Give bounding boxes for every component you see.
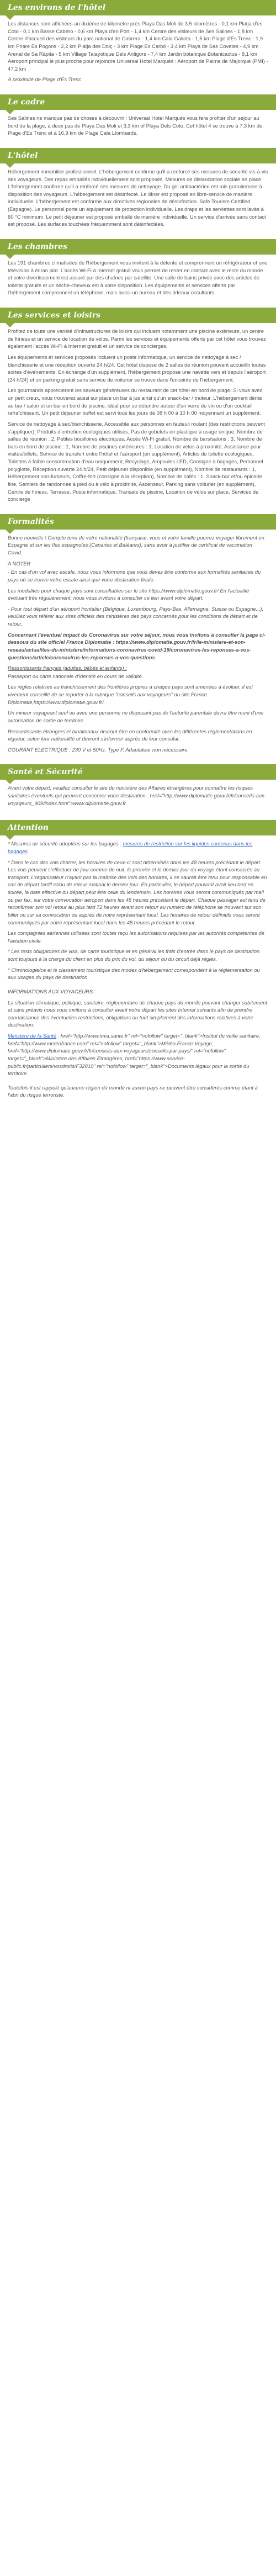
section-title: Les chambres (8, 242, 68, 251)
formalites-note-title: A NOTER (8, 560, 31, 567)
environs-distances: Les distances sont affichées au dixième de kilomètre près Playa Das Moli de 3.5 kilomètres - 0,1 km Platja d'es Coto - 0,1 km Basse Cabéro - 0,6 km Playa d'en Port - 1,4 km Centre des visiteurs de Ses Salines - 1,8 km Centre d'accueil des visiteurs du parc national de Cabrera - 1,4 km Cala Galiota - 1,5 km Plage d'Es Trenc - 1,9 km Phare Es Pogons - 2,2 km Platja des Dolç - 3 km Plage Es Carbó - 3,4 km Playa de Sas Covetes - 4,9 km Arenal de Sa Ràpita - 5 km Village Talayotique Dels Antigors - 7,4 km Jardin botanique Botanicactus - 8,1 km Aéroport principal le plus proche pour rejoindre Universal Hotel Marqués : Aéroport de Palma de Majorque (PMI) - 47,2 km (8, 20, 268, 72)
section-title: Attention (8, 823, 49, 833)
loisirs-liste: Service de nettoyage à sec/blanchisserie, Accessible aux personnes en fauteuil roulant (des restrictions peuvent s'appliquer), Produits d'entretien écologiques utilisés, Pas de gobelets en plastique à usage unique, Nombre de salles de réunion : 2, Petites bouilloires électriques, Accès Wi-Fi gratuit, Nombre de bars/salons : 3, Nombre de bars en bord de piscine : 1, Nombre de piscines extérieures : 1, Location de vélos à proximité, Assistance pour visites/billets, Service de transfert entre l'hôtel et l'aéroport (en supplément), Articles de toilette écologiques, Toilettes à faible consommation d'eau uniquement, Recyclage, Ampoules LED, Consigne à bagages, Personnel polyglotte, Réception ouverte 24 h/24, Petit déjeuner disponible (en supplément), Nombre de restaurants : 1, Hébergement non-fumeurs, Coffre-fort (consigne à la réception), Nombre de cafés : 1, Snack-bar et/ou épicerie fine, Sentiers de randonnée à pied ou à vélo à proximité, Ascenseur, Parking sans voiturier (en supplément), Centre de fitness, Terrasse, Poste informatique, Transats de piscine, Location de vélos sur place, Services de concierge (8, 420, 265, 502)
section-header-sante (0, 764, 276, 780)
section-body-chambres (0, 255, 276, 302)
header-pointer-icon (6, 530, 14, 534)
section-title: L'hôtel (8, 151, 38, 160)
environs-nearby: À proximité de Plage d'Es Trenc (8, 76, 81, 83)
section-header-environs (0, 0, 276, 15)
section-body-cadre (0, 110, 276, 142)
attention-bagages (8, 840, 268, 855)
header-pointer-icon (6, 110, 14, 114)
section-header-attention (0, 820, 276, 835)
section-header-cadre (0, 94, 276, 110)
formalites-escale: - En cas d'un vol avec escale, nous vous informons que vous devez être conforme aux formalités sanitaires du pays où se trouve votre escale ainsi que votre destination finale. (8, 569, 261, 583)
formalites-courant: COURANT ELECTRIQUE : 230 V et 50Hz. Type F. Adaptateur non nécessaire. (8, 746, 189, 753)
formalites-intro: Bonne nouvelle ! Compte tenu de votre nationalité (française, vous et votre famille pourrez voyager librement en Espagne et sur les îles espagnoles (Canaries et Baléares), sans avoir à justifier de certificat de vaccination Covid. (8, 534, 264, 556)
section-header-loisirs (0, 308, 276, 323)
section-body-sante (0, 780, 276, 812)
attention-liens (8, 1032, 268, 1077)
section-body-hotel (0, 163, 276, 234)
formalites-mineur: Un mineur voyageant seul ou avec une personne ne disposant pas de l'autorité parentale devra être muni d'une autorisation de sortie de territoire. (8, 710, 264, 723)
attention-compagnies: Les compagnies aériennes utilisées sont toutes reçu les autorisations requises par les autorités compétentes de l'aviation civile. (8, 930, 264, 944)
sante-text: Avant votre départ, veuillez consulter le site du ministère des Affaires étrangères pour connaître les risques sanitaires éventuels qui peuvent concerner votre destination : href="http://www.diplomatie.gouv.fr/fr/conseils-aux-voyageurs_909/index.html">www.diplomatie.gouv.fr (8, 785, 266, 806)
section-header-formalites (0, 514, 276, 530)
formalites-frontalier: - Pour tout départ d'un aéroport frontalier (Belgique, Luxembourg, Pays-Bas, Allemagne, Suisse ou Espagne...), veuillez vous référer aux sites officiels des ministères des pays concernés pour les conditions de départ et de retour. (8, 605, 264, 627)
section-title: Les services et loisirs (8, 310, 100, 320)
section-body-environs (0, 15, 276, 89)
section-header-hotel (0, 148, 276, 163)
section-body-formalites (0, 530, 276, 759)
loisirs-intro: Profitez de toute une variété d'infrastructures de loisirs qui incluent notamment une piscine extérieure, un centre de fitness et un service de location de vélos. Parmi les services et équipements offerts par cet hôtel vous trouvez également l'accès Wi-Fi à Internet gratuit et un service de concierges. (8, 328, 266, 350)
hotel-text: Hébergement immobilier professionnel. L'hébergement confirme qu'il a renforcé ses mesures de sécurité vis-à-vis des voyageurs. Des repas emballés individuellement sont proposés. Mesures de distanciation sociale en place. L'hébergement confirme qu'il a renforcé ses mesures de nettoyage. Du gel antibactérien est mis gratuitement à disposition des voyageurs. L'hébergement est désinfecté. Le dîner est proposé en libre-service de manière individuelle. L'hébergement est conforme aux directives régionales de désinfection. Safe Tourism Certified (Espagne). Le personnel porte un équipement de protection individuelle. Les draps et les serviettes sont lavés à 60 °C minimum. Le petit déjeuner est proposé emballé de manière individuelle. Un service d'arrivée sans contact est proposé. Les surfaces touchées fréquemment sont désinfectées. (8, 168, 268, 228)
section-title: Formalités (8, 517, 54, 526)
formalites-francais-docs: Passeport ou carte nationale d'identité en cours de validité. (8, 673, 144, 679)
ministere-sante-link[interactable]: Ministère de la Santé (8, 1033, 57, 1039)
header-pointer-icon (6, 163, 14, 168)
formalites-coronavirus[interactable]: Concernant l'éventuel impact du Coronavirus sur votre séjour, nous vous invitons à consulter la page ci-dessous du site officiel France Diplomatie : https://www.diplomatie.gouv.fr/fr/le-ministere-et-son-reseau/actualites-du-ministere/informations-coronavirus-covid-19/coronavirus-les-reponses-a-vos-questions/article/coronavirus-les-reponses-a-vos-questions (8, 631, 266, 660)
header-pointer-icon (6, 780, 14, 784)
loisirs-restauration: Les gourmands apprécieront les saveurs généreuses du restaurant de cet hôtel en bord de plage. Si vous avez un petit creux, vous trouverez aussi sur place un bar à jus ainsi qu'un snack-bar / traiteur. L'hébergement dérite au bar / salon et un bar en bord de piscine, idéal pour se détendre autour d'un verre de vin ou d'un cocktail rafraîchissant. Un petit déjeuner buffet est servi tous les jours de 08 h 00 à 10 h 00 moyennant un supplément. (8, 387, 263, 416)
section-title: Les environs de l'hôtel (8, 3, 106, 12)
attention-classement: * Chronologie/ce et le classement touristique des modes d'hébergement correspondent à la réglementation ou aux usages du pays de destination. (8, 966, 260, 981)
attention-terrorisme: Toutefois il est rappelé qu'aucune région du monde ni aucun pays ne peuvent être considérés comme étant à l'abri du risque terroriste. (8, 1084, 258, 1098)
formalites-etrangers: Ressortissants étrangers et binationaux devront être en conformité avec les différentes réglementations en vigueur, selon leur nationalité et devront s'informer auprès de leur consulat. (8, 728, 252, 742)
attention-bagages-label: * Mesures de sécurité adoptées sur les bagages : (8, 840, 121, 847)
formalites-francais-title: Ressortissants français (adultes, bébés et enfants) : (8, 665, 127, 671)
attention-visa: * Les tests obligatoires de visa, de carte touristique et en général les frais d'entrée dans le pays de destination sont toujours à la charge du client en plus du prix du vol, du séjour ou du circuit déjà réglés. (8, 948, 260, 962)
section-body-loisirs (0, 323, 276, 509)
cadre-text: Ses Salines ne manque pas de choses à découvrir : Universal Hotel Marqués vous fera profiter d'un séjour au bord de la plage, à deux pas de Playa Das Moli et 3,3 km of Playa Dels Coto. Cet hôtel 4 se trouve à 7,3 km de Plage d'Es Trenc et à 16,9 km de Plage Cala Llombards. (8, 115, 263, 136)
header-pointer-icon (6, 255, 14, 259)
attention-vols-charter: * Dans le cas des vols charter, les horaires de ceux-ci sont déterminés dans les 48 heures précédant le départ. Les vols peuvent s'effectuer de jour comme de nuit, le premier et le dernier jour du voyage étant consacrés au transport. L'organisateur n'ayant pas la maîtrise des vols des horaires, il ne saurait être tenu pour responsable en cas de départ tardif et/ou de retour matinal le dernier jour. En particulier, le départ pouvant avoir lieu tard en soirée, la date effective du départ peut être celle du lendemain. Les horaires vous seront communiqués par mail ou par fax, sur votre convocation aéroport dans les 48 heures précédant le départ. Chaque passager est tenu de reconfirmer son vol retour au plus tard 72 heures avant son retour au numéro de téléphone se trouvant sur son billet ou sur sa convocation ou auprès de notre représentant local. Les horaires de retour définitifs vous seront communiqués par notre représentant local dans les 48 heures précédant le retour. (8, 859, 267, 925)
formalites-modalites: Les modalités pour chaque pays sont consultables sur le site https://www.diplomatie.gouv.fr/ En l'actualité évoluant très régulièrement, nous vous invitons à consulter ce lien avant votre départ. (8, 587, 250, 601)
header-pointer-icon (6, 15, 14, 20)
section-body-attention (0, 835, 276, 1104)
section-title: Santé et Sécurité (8, 768, 83, 777)
section-title: Le cadre (8, 97, 45, 107)
chambres-text: Les 191 chambres climatisées de l'hébergement vous invitent à la détente et comprennent un réfrigérateur et une télévision à écran plat. L'accès Wi-Fi à Internet gratuit vous permet de rester en contact avec le reste du monde et votre divertissement est assuré par des chaînes par satellite. Une salle de bains privée avec des articles de toilette gratuits et un sèche-cheveux est à votre disposition. Les équipements et services offerts par l'hébergement comprennent un téléphone, mais aussi un bureau et des rideaux occultants. (8, 259, 268, 296)
section-header-chambres (0, 239, 276, 255)
formalites-regles: Les règles relatives au franchissement des frontières propres à chaque pays sont amenées à évoluer, il est vivement conseillé de se reporter à la rubrique "conseils aux voyageurs" du site France Diplomatie,https://www.diplomatie.gouv.fr/. (8, 684, 253, 705)
loisirs-equipements: Les équipements et services proposés incluent un poste informatique, un service de nettoyage à sec / blanchisserie et une réception ouverte 24 h/24. Cet hôtel dispose de 2 salles de réunion pouvant accueillir toutes sortes d'événements. En échange d'un supplément, l'hébergement propose une navette vers et depuis l'aéroport (24 h/24) et un parking gratuit sans service de voiturier se trouve dans l'enceinte de l'hébergement. (8, 353, 266, 383)
header-pointer-icon (6, 323, 14, 327)
header-pointer-icon (6, 835, 14, 840)
attention-infos-title: INFORMATIONS AUX VOYAGEURS : (8, 988, 96, 995)
liquides-restriction-link[interactable]: mesures de restriction sur les liquides contenus dans les bagages (8, 840, 253, 854)
attention-situation: La situation climatique, politique, sanitaire, réglementaire de chaque pays du monde pouvant changer subitement et sans préavis nous vous invitons à consulter avant votre départ les sites Internet suivants afin de prendre connaissance des éventuelles restrictions, obligations ou tout simplement des informations relatives à votre destination. (8, 999, 268, 1028)
attention-liens-text: : href="http://www.inva.sante.fr" rel="nofollow" target="_blank">Institut de veille sanitaire, href="http://www.meteofrance.com" rel="nofollow" target="_blank">Météo France Voyage, href="http://www.diplomatie.gouv.fr/fr/conseils-aux-voyageurs/conseils-par-pays/" rel="nofollow" target="_blank">Ministère des Affaires Étrangères, href="https://www.service-public.fr/particuliers/vosdroits/F32810" rel="nofollow" target="_blank">Documents légaux pour la sortie du territoire. (8, 1033, 261, 1077)
